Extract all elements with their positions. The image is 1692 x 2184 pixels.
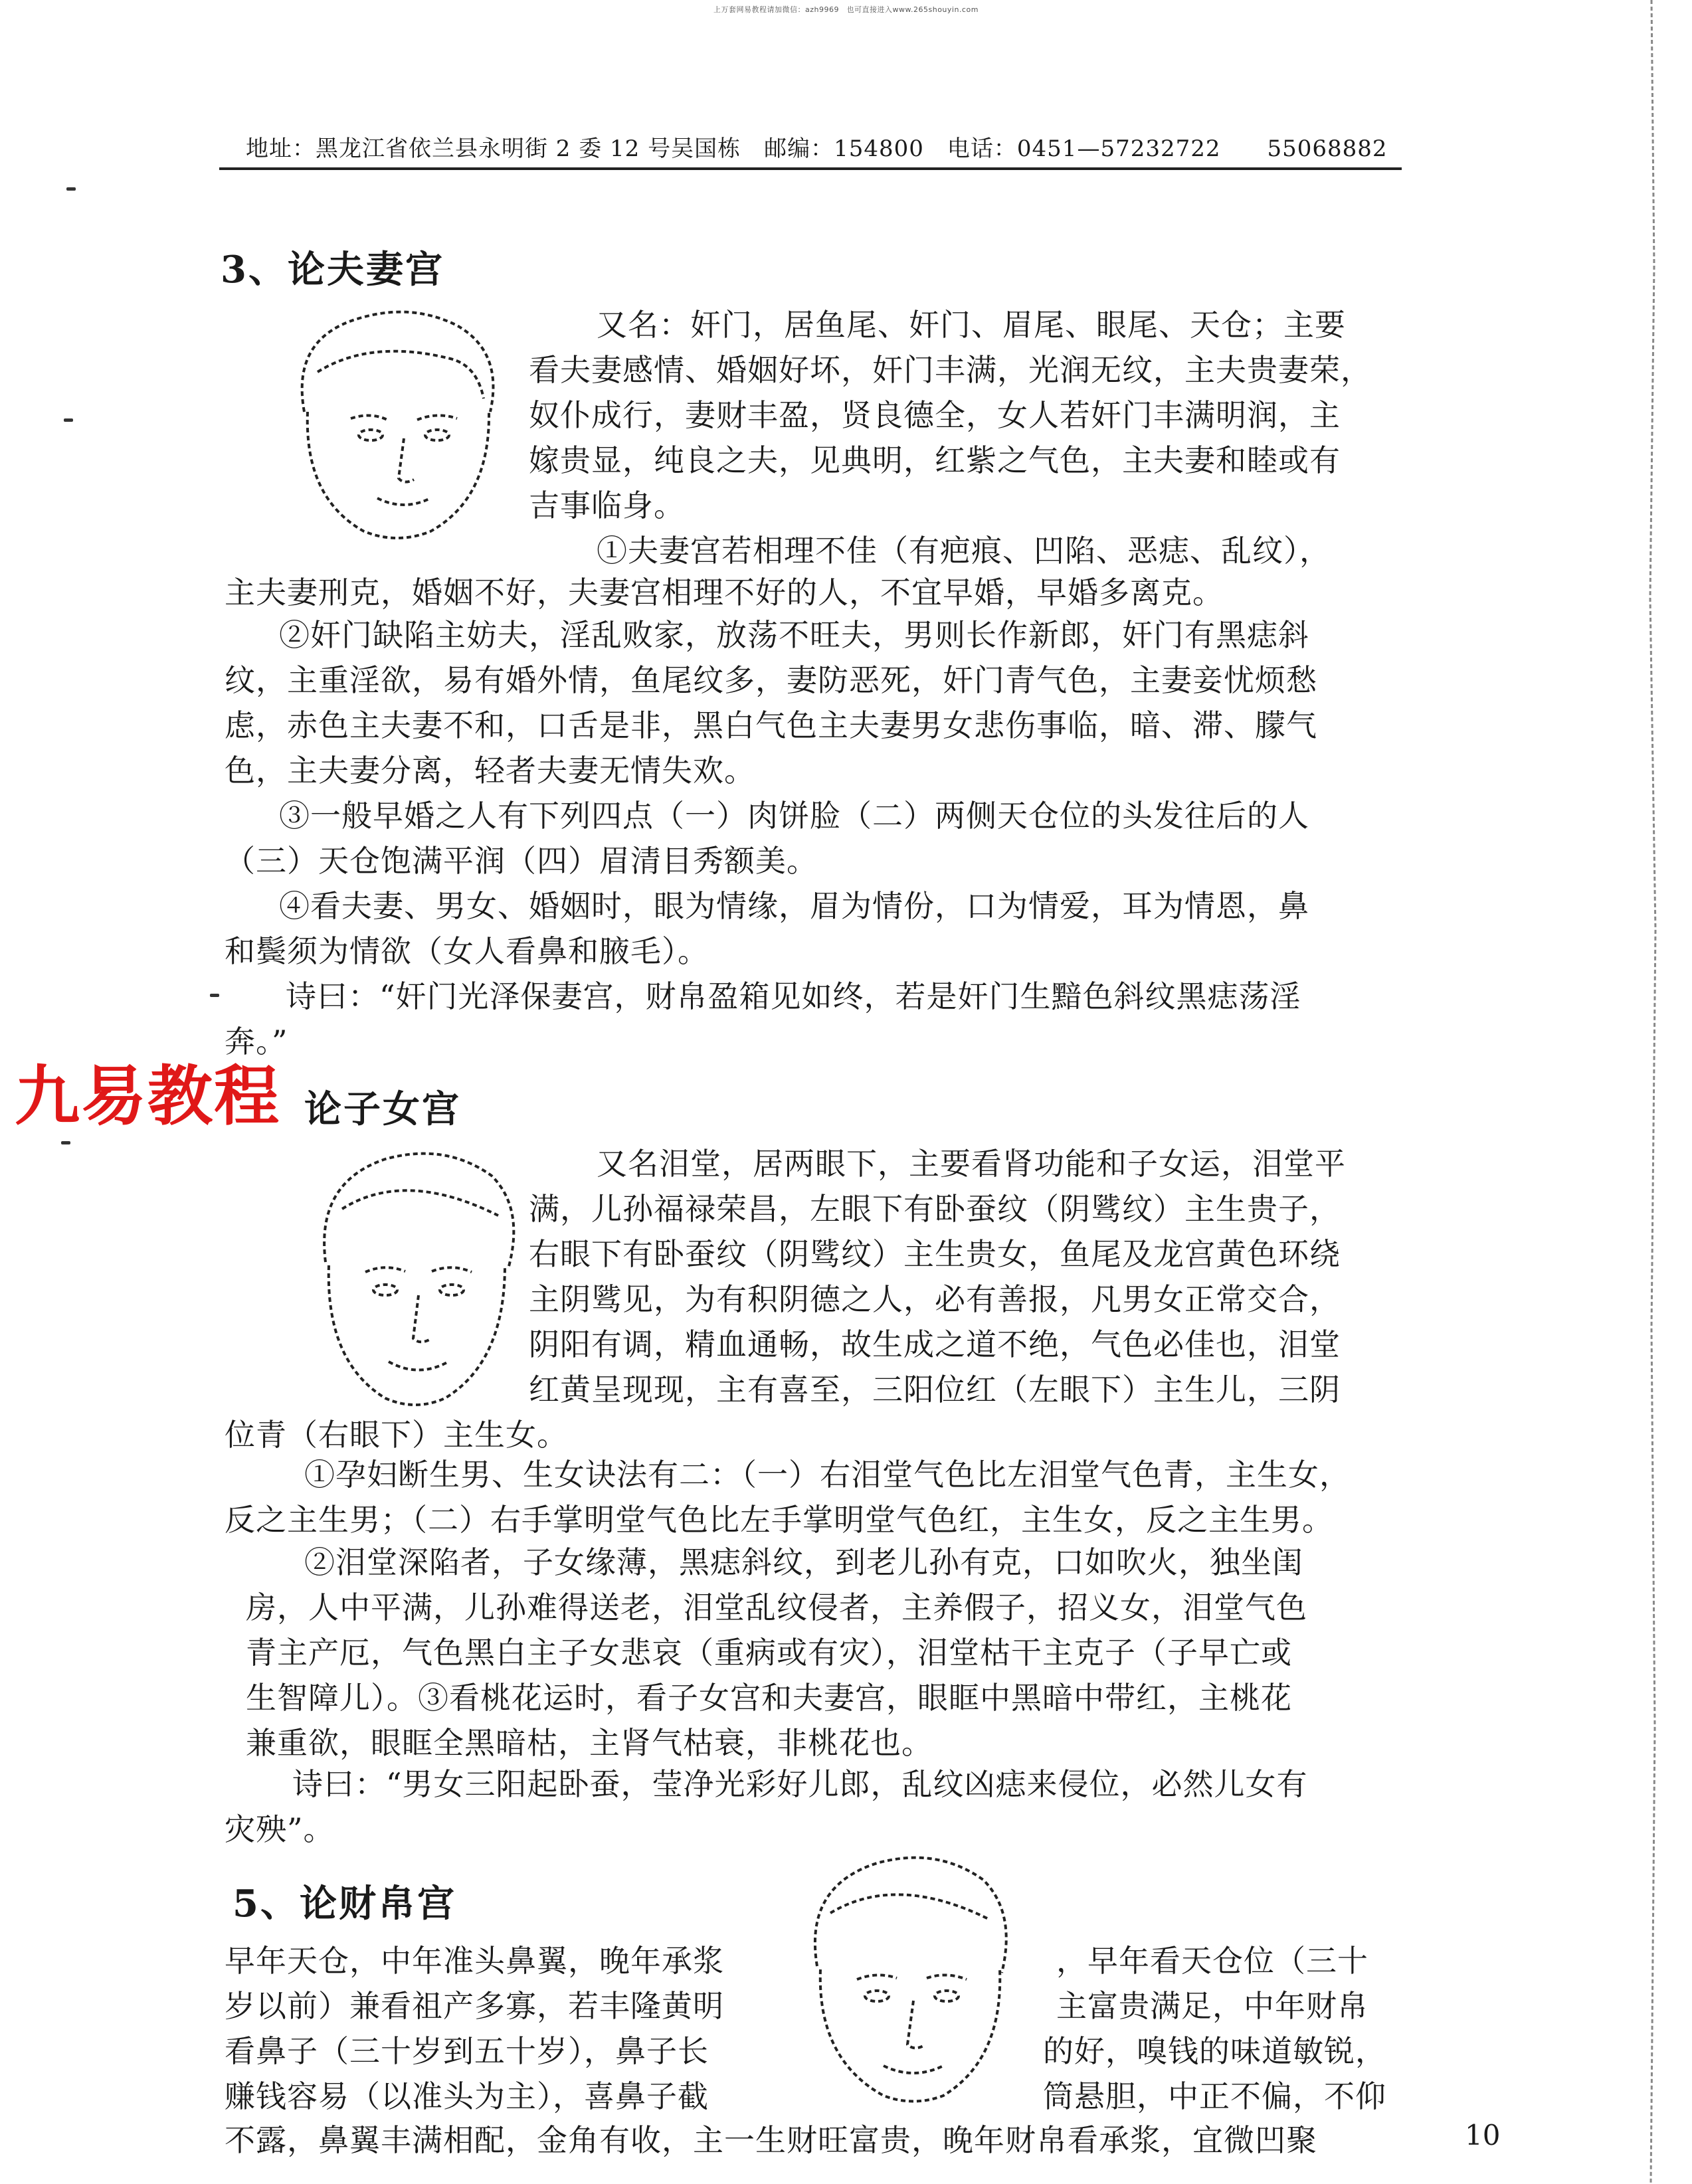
text-line: 色，主夫妻分离，轻者夫妻无情失欢。 — [225, 753, 755, 788]
text-line: 诗曰：“男女三阳起卧蚕，莹净光彩好儿郎，乱纹凶痣来侵位，必然儿女有 — [292, 1766, 1308, 1802]
header-rule — [219, 167, 1402, 170]
top-note: 上万套网易教程请加微信：azh9969 也可直接进入www.265shouyin.com — [713, 5, 979, 14]
text-line: 的好，嗅钱的味道敏锐， — [1043, 2033, 1386, 2069]
text-line: 筒悬胆，中正不偏，不仰 — [1043, 2078, 1386, 2114]
scan-edge-shadow — [1640, 0, 1666, 2184]
text-line: 吉事临身。 — [529, 488, 685, 523]
text-line: 兼重欲，眼眶全黑暗枯，主肾气枯衰，非桃花也。 — [246, 1725, 933, 1761]
face-illustration — [278, 299, 517, 551]
text-line: 位青（右眼下）主生女。 — [225, 1417, 568, 1453]
text-line: 看夫妻感情、婚姻好坏，奸门丰满，光润无纹，主夫贵妻荣， — [529, 352, 1372, 388]
text-line: 和鬓须为情欲（女人看鼻和腋毛）。 — [225, 933, 709, 969]
text-line: ①夫妻宫若相理不佳（有疤痕、凹陷、恶痣、乱纹）， — [597, 533, 1331, 569]
text-line: 纹，主重淫欲，易有婚外情，鱼尾纹多，妻防恶死，奸门青气色，主妻妾忧烦愁 — [225, 662, 1317, 698]
scan-speck — [64, 418, 73, 422]
text-line: 满，儿孙福禄荣昌，左眼下有卧蚕纹（阴骘纹）主生贵子， — [529, 1191, 1341, 1227]
text-line: 看鼻子（三十岁到五十岁），鼻子长 — [225, 2033, 709, 2069]
text-line: 右眼下有卧蚕纹（阴骘纹）主生贵女，鱼尾及龙宫黄色环绕 — [529, 1236, 1341, 1272]
text-line: 房，人中平满，儿孙难得送老，泪堂乱纹侵者，主养假子，招义女，泪堂气色 — [246, 1590, 1307, 1625]
text-line: 虑，赤色主夫妻不和，口舌是非，黑白气色主夫妻男女悲伤事临，暗、滞、朦气 — [225, 707, 1317, 743]
text-line: 反之主生男；（二）右手掌明堂气色比左手掌明堂气色红，主生女，反之主生男。 — [225, 1502, 1333, 1538]
face-illustration — [306, 1142, 525, 1421]
text-line: 主富贵满足，中年财帛 — [1056, 1988, 1368, 2024]
text-line: 诗曰：“奸门光泽保妻宫，财帛盈箱见如终，若是奸门生黯色斜纹黑痣荡淫 — [286, 978, 1301, 1014]
text-line: 红黄呈现现，主有喜至，三阳位红（左眼下）主生儿，三阴 — [529, 1372, 1341, 1408]
scan-speck — [210, 994, 219, 997]
text-line: ②泪堂深陷者，子女缘薄，黑痣斜纹，到老儿孙有克，口如吹火，独坐闺 — [304, 1544, 1303, 1580]
scan-speck — [61, 1141, 70, 1144]
text-line: ①孕妇断生男、生女诀法有二：（一）右泪堂气色比左泪堂气色青，主生女， — [304, 1457, 1351, 1493]
scan-speck — [66, 187, 76, 191]
text-line: ②奸门缺陷主妨夫，淫乱败家，放荡不旺夫，男则长作新郎，奸门有黑痣斜 — [279, 617, 1309, 653]
text-line: 岁以前）兼看祖产多寡，若丰隆黄明 — [225, 1988, 724, 2024]
face-illustration — [791, 1847, 1030, 2112]
section-heading: 5、论财帛宫 — [233, 1882, 456, 1926]
text-line: 嫁贵显，纯良之夫，见典明，红紫之气色，主夫妻和睦或有 — [529, 442, 1341, 478]
text-line: 奔。” — [225, 1024, 288, 1059]
text-line: 主夫妻刑克，婚姻不好，夫妻宫相理不好的人，不宜早婚，早婚多离克。 — [225, 575, 1224, 610]
text-line: ④看夫妻、男女、婚姻时，眼为情缘，眉为情份，口为情爱，耳为情恩，鼻 — [279, 888, 1309, 924]
text-line: 生智障儿）。③看桃花运时，看子女宫和夫妻宫，眼眶中黑暗中带红，主桃花 — [246, 1680, 1292, 1716]
page-number: 10 — [1465, 2119, 1501, 2151]
text-line: 早年天仓，中年准头鼻翼，晚年承浆 — [225, 1943, 724, 1979]
text-line: ，早年看天仓位（三十 — [1056, 1943, 1368, 1979]
watermark: 九易教程 — [15, 1059, 281, 1135]
section-heading: 3、论夫妻宫 — [221, 248, 444, 292]
text-line: 主阴骘见，为有积阴德之人，必有善报，凡男女正常交合， — [529, 1281, 1341, 1317]
text-line: 灾殃”。 — [225, 1811, 335, 1847]
text-line: 阴阳有调，精血通畅，故生成之道不绝，气色必佳也，泪堂 — [529, 1326, 1341, 1362]
page-header-address: 地址：黑龙江省依兰县永明街 2 委 12 号吴国栋 邮编：154800 电话：0451—57232722 55068882 — [246, 136, 1388, 162]
text-line: 青主产厄，气色黑白主子女悲哀（重病或有灾），泪堂枯干主克子（子早亡或 — [246, 1635, 1292, 1671]
section-heading: 论子女宫 — [304, 1087, 461, 1131]
text-line: 又名：奸门，居鱼尾、奸门、眉尾、眼尾、天仓；主要 — [597, 307, 1346, 343]
text-line: ③一般早婚之人有下列四点（一）肉饼脸（二）两侧天仓位的头发往后的人 — [279, 798, 1309, 834]
text-line: 又名泪堂，居两眼下，主要看肾功能和子女运，泪堂平 — [597, 1146, 1346, 1182]
text-line: （三）天仓饱满平润（四）眉清目秀额美。 — [225, 843, 818, 879]
text-line: 不露，鼻翼丰满相配，金角有收，主一生财旺富贵，晚年财帛看承浆，宜微凹聚 — [225, 2122, 1317, 2158]
text-line: 奴仆成行，妻财丰盈，贤良德全，女人若奸门丰满明润，主 — [529, 397, 1341, 433]
text-line: 赚钱容易（以准头为主），喜鼻子截 — [225, 2078, 709, 2114]
